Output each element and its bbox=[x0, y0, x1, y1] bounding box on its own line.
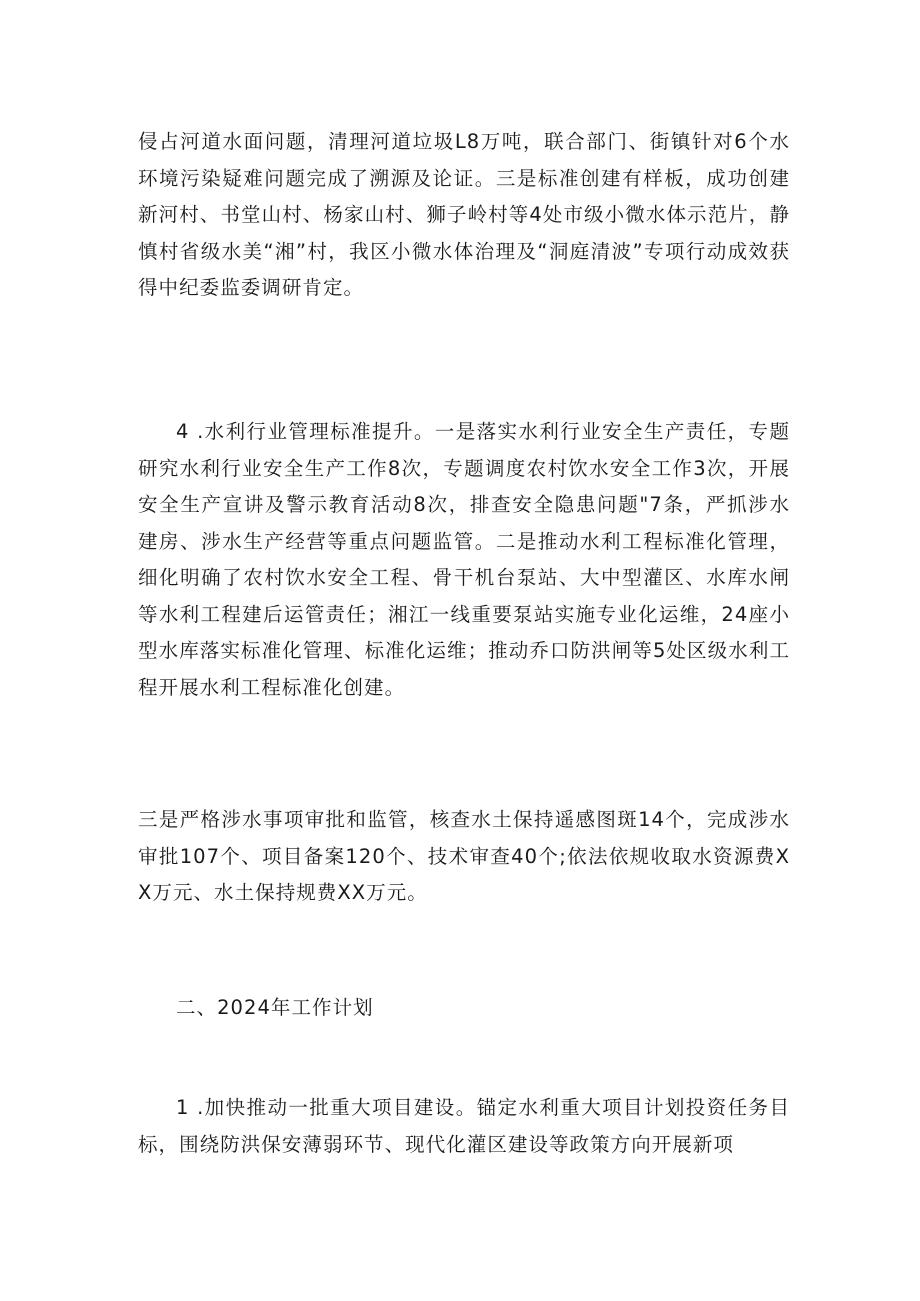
paragraph-section-4: 4 .水利行业管理标准提升。一是落实水利行业安全生产责任，专题研究水利行业安全生产工作8次，专题调度农村饮水安全工作3次，开展安全生产宣讲及警示教育活动8次，排查安全隐患问题"7条，严抓涉水建房、涉水生产经营等重点问题监管。二是推动水利工程标准化管理，细化明确了农村饮水安全工程、骨干机台泵站、大中型灌区、水库水闸等水利工程建后运管责任；湘江一线重要泵站实施专业化运维，24座小型水库落实标准化管理、标准化运维；推动乔口防洪闸等5处区级水利工程开展水利工程标准化创建。 bbox=[138, 420, 790, 699]
paragraph-section-4-continued: 三是严格涉水事项审批和监管，核查水土保持遥感图斑14个，完成涉水审批107个、项目备案120个、技术审查40个;依法依规收取水资源费XX万元、水土保持规费XX万元。 bbox=[138, 808, 790, 904]
paragraph-plan-item-1: 1 .加快推动一批重大项目建设。锚定水利重大项目计划投资任务目标，围绕防洪保安薄弱环节、现代化灌区建设等政策方向开展新项 bbox=[138, 1096, 790, 1156]
paragraph-continued: 侵占河道水面问题，清理河道垃圾L8万吨，联合部门、街镇针对6个水环境污染疑难问题完成了溯源及论证。三是标准创建有样板，成功创建新河村、书堂山村、杨家山村、狮子岭村等4处市级小微水体示范片，静慎村省级水美“湘”村，我区小微水体治理及“洞庭清波”专项行动成效获得中纪委监委调研肯定。 bbox=[138, 130, 790, 299]
section-heading-2024-plan: 二、2024年工作计划 bbox=[176, 996, 374, 1019]
